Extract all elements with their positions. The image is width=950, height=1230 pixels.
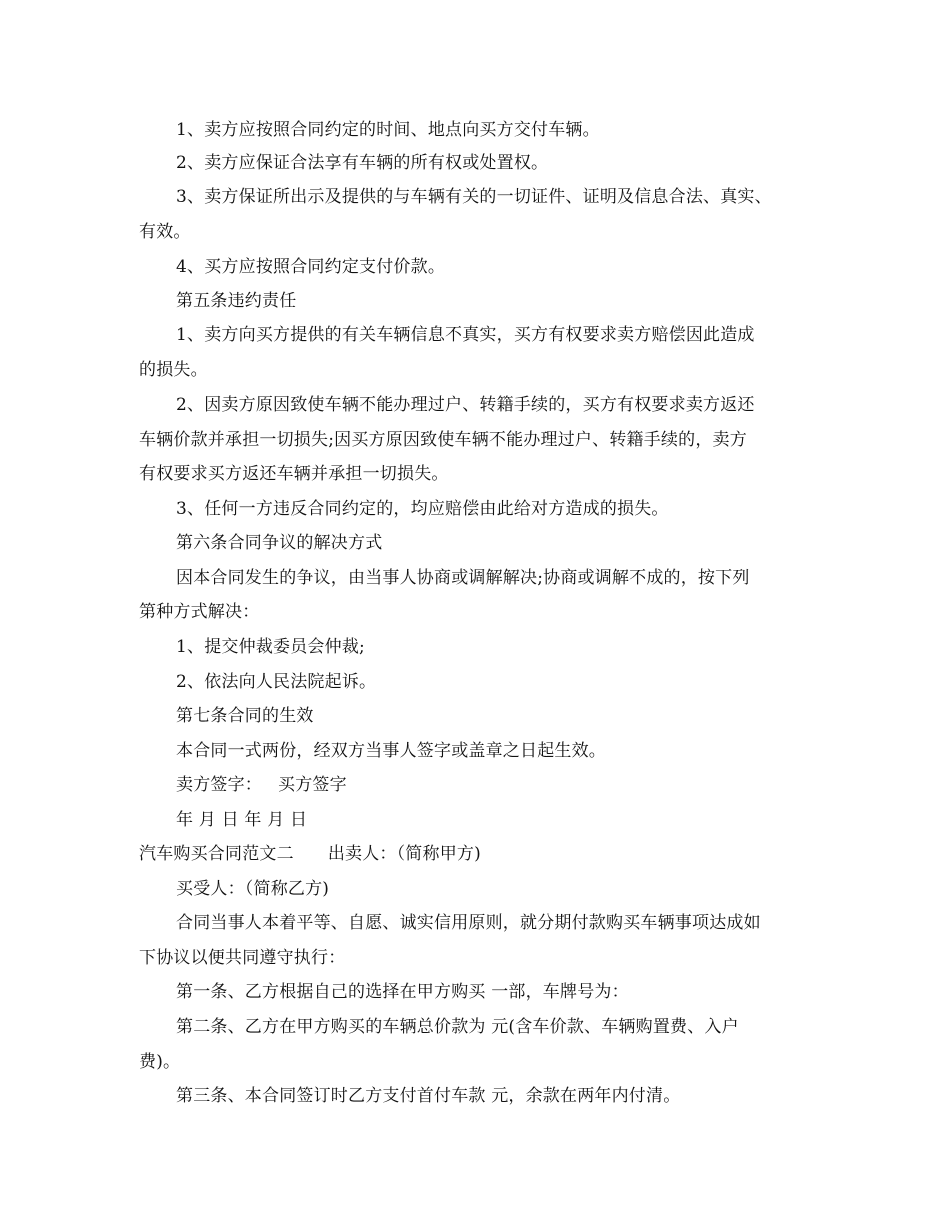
signature-line [176, 773, 347, 797]
buyer-party-label: 买受人：（简称乙方) [176, 879, 330, 899]
clause-line: 4、买方应按照合同约定支付价款。 [176, 257, 446, 277]
seller-party-label: 出卖人：（简称甲方) [327, 844, 481, 864]
clause-line: 2、因卖方原因致使车辆不能办理过户、转籍手续的，买方有权要求卖方返还 [176, 395, 755, 415]
clause-line: 因本合同发生的争议，由当事人协商或调解解决;协商或调解不成的，按下列 [176, 568, 750, 588]
date-line: 年 月 日 年 月 日 [176, 810, 308, 830]
clause-line: 2、依法向人民法院起诉。 [176, 672, 377, 692]
clause-line: 第三条、本合同签订时乙方支付首付车款 元，余款在两年内付清。 [176, 1086, 681, 1106]
section-heading: 第六条合同争议的解决方式 [176, 533, 383, 553]
buyer-signature-label: 买方签字 [278, 775, 347, 795]
clause-line: 1、卖方应按照合同约定的时间、地点向买方交付车辆。 [176, 120, 600, 140]
section-heading: 第七条合同的生效 [176, 706, 314, 726]
party-line [139, 842, 481, 866]
clause-line: 第一条、乙方根据自己的选择在甲方购买 一部，车牌号为： [176, 982, 629, 1002]
clause-line: 的损失。 [139, 360, 208, 380]
clause-line: 第种方式解决： [139, 602, 260, 622]
document-subtitle: 汽车购买合同范文二 [139, 844, 294, 864]
clause-line: 1、卖方向买方提供的有关车辆信息不真实，买方有权要求卖方赔偿因此造成 [176, 325, 755, 345]
clause-line: 3、卖方保证所出示及提供的与车辆有关的一切证件、证明及信息合法、真实、 [176, 187, 772, 207]
clause-line: 有效。 [139, 222, 191, 242]
clause-line: 下协议以便共同遵守执行： [139, 948, 346, 968]
section-heading: 第五条违约责任 [176, 291, 297, 311]
clause-line: 2、卖方应保证合法享有车辆的所有权或处置权。 [176, 153, 549, 173]
clause-line: 费)。 [139, 1052, 181, 1072]
clause-line: 3、任何一方违反合同约定的，均应赔偿由此给对方造成的损失。 [176, 499, 669, 519]
seller-signature-label: 卖方签字： [176, 775, 262, 795]
clause-line: 1、提交仲裁委员会仲裁; [176, 637, 365, 657]
clause-line: 车辆价款并承担一切损失;因买方原因致使车辆不能办理过户、转籍手续的，卖方 [139, 430, 747, 450]
clause-line: 合同当事人本着平等、自愿、诚实信用原则，就分期付款购买车辆事项达成如 [176, 913, 761, 933]
clause-line: 第二条、乙方在甲方购买的车辆总价款为 元(含车价款、车辆购置费、入户 [176, 1017, 739, 1037]
clause-line: 本合同一式两份，经双方当事人签字或盖章之日起生效。 [176, 741, 606, 761]
clause-line: 有权要求买方返还车辆并承担一切损失。 [139, 464, 449, 484]
